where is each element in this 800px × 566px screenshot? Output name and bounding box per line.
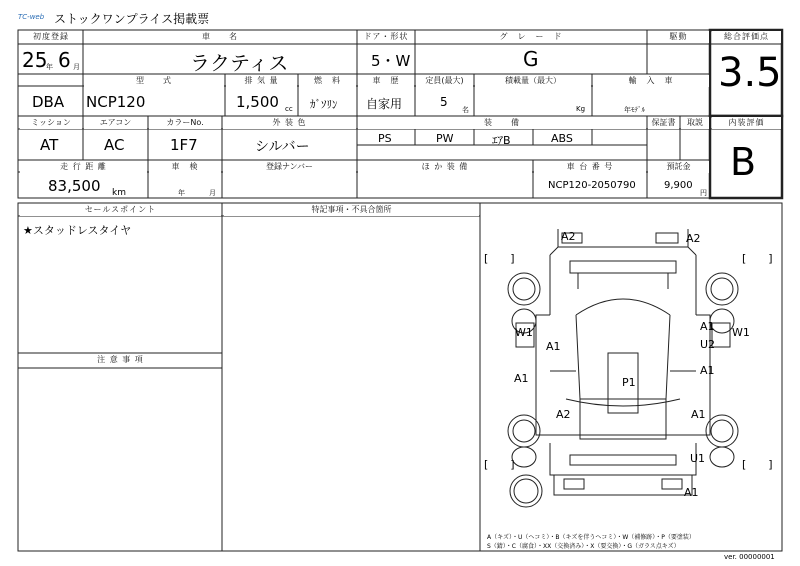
version-label: ver. 00000001 [724,553,775,561]
label-caution: 注 意 事 項 [20,354,221,366]
aircon-value: AC [104,136,125,154]
import-model-year-unit: 年ﾓﾃﾞﾙ [624,106,645,114]
mark-left-front-door: A1 [514,372,529,385]
car-name-value: ラクティス [190,51,289,75]
label-drive: 駆動 [648,31,709,43]
label-capacity: 定員(最大) [416,75,473,87]
history-value: 自家用 [366,97,403,111]
model-value: NCP120 [86,93,146,111]
label-manual: 取説 [681,117,709,129]
label-other-equipment: ほ か 装 備 [358,161,532,173]
label-fuel: 燃 料 [299,75,356,87]
label-mileage: 走 行 距 離 [20,161,147,173]
chassis-no-value: NCP120-2050790 [548,180,636,191]
equip-pw: PW [436,132,454,145]
mileage-value: 83,500 [48,177,101,195]
label-displacement: 排 気 量 [226,75,297,87]
label-equipment: 装 備 [358,117,646,129]
mark-windshield-right: W1 [732,326,750,339]
label-sales-point: セールスポイント [20,204,221,216]
inspection-month-unit: 月 [209,189,216,197]
model-prefix-value: DBA [32,93,65,111]
label-inspection: 車 検 [149,161,221,173]
label-reg-number: 登録ナンバー [223,161,356,173]
label-history: 車 歴 [358,75,414,87]
mission-value: AT [40,136,59,154]
year-unit: 年 [46,63,53,71]
label-deposit: 預託金 [648,161,709,173]
bracket-rear-right: [ ] [742,458,773,471]
label-load: 積載量（最大） [475,75,591,87]
ext-color-value: シルバー [255,139,310,155]
mark-roof: P1 [622,376,636,389]
capacity-value: 5 [440,95,448,109]
mark-right-rear-door: A1 [700,364,715,377]
label-mission: ミッション [20,117,82,129]
label-grade: グ レ ー ド [416,31,646,43]
interior-score-value: B [730,140,757,184]
month-value: 6 [58,48,71,72]
label-aircon: エアコン [84,117,147,129]
label-interior-score: 内装評価 [712,117,781,129]
door-form-value: 5・W [371,52,411,70]
grade-value: G [523,47,539,71]
mark-rear-right-dent: U1 [690,452,706,465]
color-no-value: 1F7 [170,136,198,154]
bracket-front-right: [ ] [742,252,773,265]
inspection-year-unit: 年 [178,189,185,197]
mark-left-rear-quarter: A2 [556,408,571,421]
equip-abs: ABS [551,132,573,145]
year-value: 25 [22,48,48,72]
load-unit: Kg [576,105,586,113]
legend-line-2: S（錆）・C（腐食）・XX（交換済み）・X（要交換）・G（ガラス点キズ） [487,543,680,550]
sheet-title: ストックワンプライス掲載票 [54,12,210,26]
displacement-unit: cc [285,105,293,113]
bracket-front-left: [ ] [484,252,515,265]
label-total-score: 総合評価点 [712,31,781,43]
capacity-unit: 名 [462,106,469,114]
label-import: 輸 入 車 [593,75,709,87]
mileage-unit: km [112,188,126,198]
label-notes-defects: 特記事項・不具合箇所 [224,204,479,216]
displacement-value: 1,500 [236,93,279,111]
bracket-rear-left: [ ] [484,458,515,471]
label-color-no: カラーNo. [149,117,221,129]
mark-front-bumper-right: A2 [686,232,701,245]
label-warranty: 保証書 [648,117,679,129]
mark-back-door: A1 [684,486,699,499]
mark-right-front-door-dent: U2 [700,338,716,351]
month-unit: 月 [73,63,80,71]
label-chassis-no: 車 台 番 号 [534,161,646,173]
logo: TC-web [18,13,45,21]
total-score-value: 3.5 [718,50,782,96]
label-door-form: ドア・形状 [358,31,414,43]
mark-front-bumper-left: A2 [561,230,576,243]
label-first-reg: 初度登録 [20,31,82,43]
fuel-value: ｶﾞｿﾘﾝ [310,98,338,111]
mark-right-front-fender: A1 [700,320,715,333]
deposit-unit: 円 [700,189,707,197]
mark-hood: A1 [546,340,561,353]
mark-windshield-left: W1 [515,326,533,339]
equip-airbag: ｴｱB [492,134,511,147]
label-car-name: 車 名 [84,31,356,43]
legend-line-1: A（キズ）・U（ヘコミ）・B（キズを伴うヘコミ）・W（補修跡）・P（要塗装） [487,534,695,541]
label-model: 型 式 [84,75,224,87]
label-ext-color: 外 装 色 [223,117,356,129]
equip-ps: PS [378,132,392,145]
mark-right-rear-quarter: A1 [691,408,706,421]
sales-point-text: ★スタッドレスタイヤ [23,224,132,237]
deposit-value: 9,900 [664,180,693,191]
